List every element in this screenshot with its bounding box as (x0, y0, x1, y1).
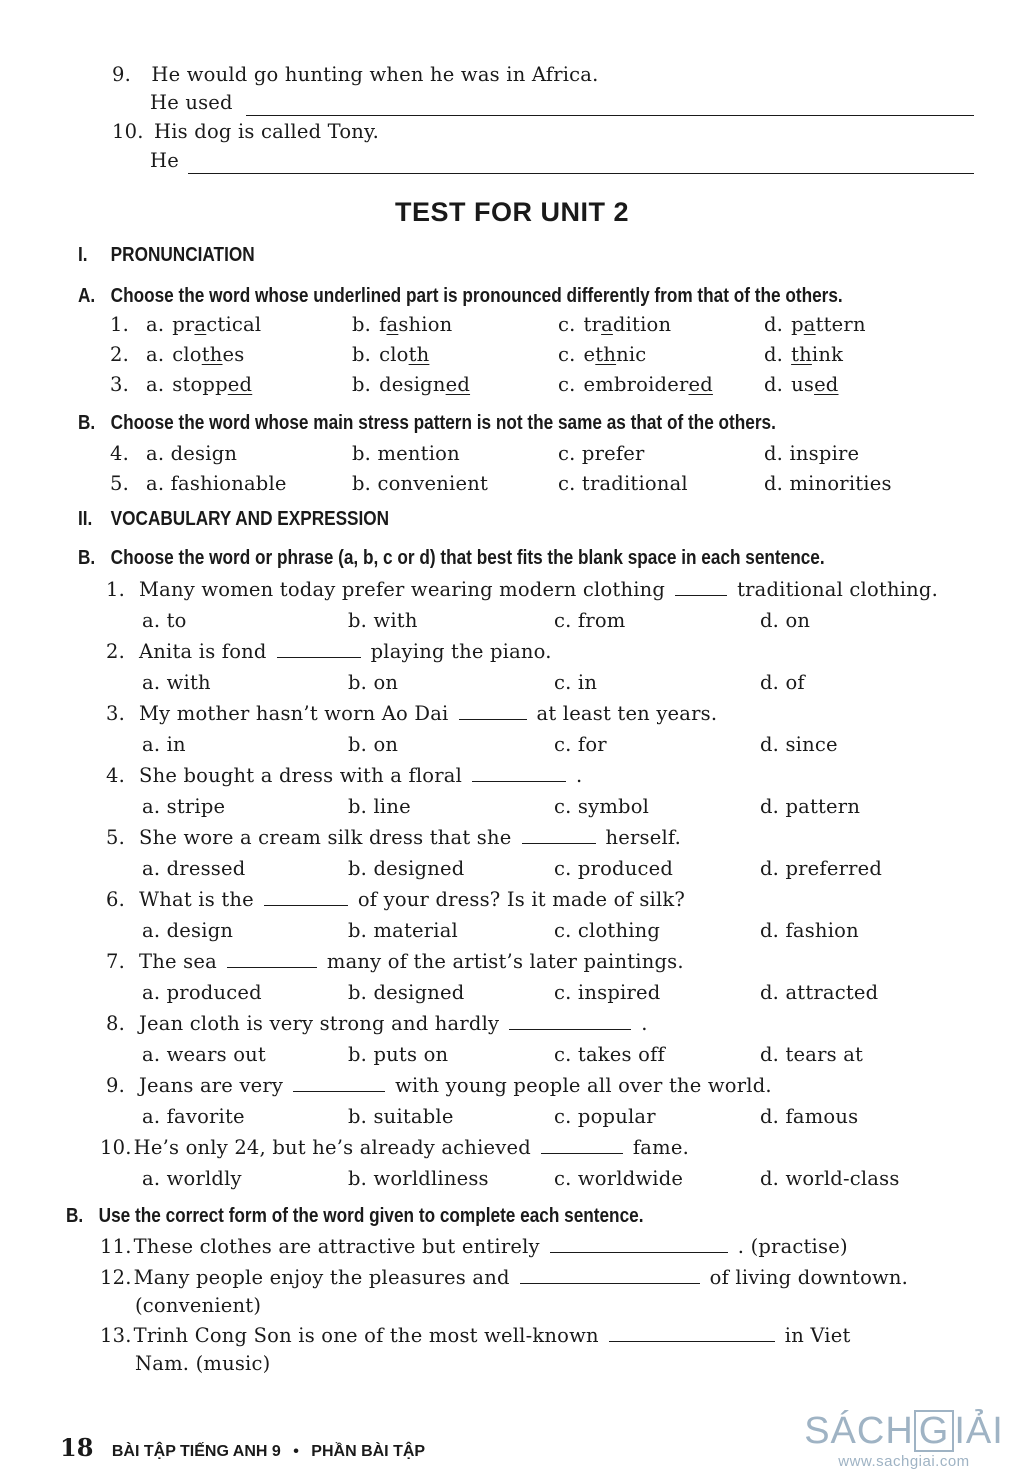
option-letter: b. (352, 373, 372, 396)
answer-option[interactable] (764, 373, 839, 396)
sentence-start: Jeans are very (139, 1074, 284, 1097)
page-footer (60, 1433, 425, 1462)
top-item-10 (112, 120, 379, 143)
option-word (584, 373, 713, 396)
underlined-part: ed (814, 373, 839, 396)
part-b3-instruction (66, 1205, 643, 1228)
sentence-end: . (641, 1012, 648, 1035)
answer-blank[interactable] (293, 1077, 385, 1092)
question-number: 9. (106, 1074, 126, 1097)
answer-option[interactable] (352, 313, 452, 336)
sentence-end: playing the piano. (370, 640, 552, 663)
answer-option[interactable]: b. designed (348, 857, 465, 880)
sentence-end: traditional clothing. (737, 578, 938, 601)
option-letter: b. (352, 313, 372, 336)
underlined-part: th (201, 343, 223, 366)
answer-option[interactable]: c. traditional (558, 472, 688, 495)
part-label: B. (66, 1205, 84, 1227)
word-part: f (379, 313, 387, 336)
question-number: 2. (110, 343, 130, 366)
word-part: ctical (206, 313, 262, 336)
underlined-part: th (408, 343, 430, 366)
answer-option[interactable]: d. attracted (760, 981, 879, 1004)
section-label: II. (78, 508, 93, 530)
underlined-part: a (194, 313, 207, 336)
answer-option[interactable]: b. mention (352, 442, 460, 465)
underlined-part: a (803, 313, 816, 336)
option-letter: a. (146, 343, 165, 366)
word-part: tr (583, 313, 602, 336)
part-label: A. (78, 285, 96, 307)
answer-option[interactable]: b. with (348, 609, 418, 632)
option-letter: c. (558, 313, 576, 336)
word-form-sentence (100, 1266, 908, 1289)
sentence-end: many of the artist’s later paintings. (326, 950, 684, 973)
answer-option[interactable] (146, 313, 261, 336)
answer-blank[interactable] (264, 891, 348, 906)
section-title: PRONUNCIATION (110, 244, 255, 266)
question-number: 4. (110, 442, 130, 465)
answer-option[interactable]: b. convenient (352, 472, 488, 495)
question-sentence (106, 640, 552, 663)
question-number: 6. (106, 888, 126, 911)
answer-option[interactable]: a. with (142, 671, 211, 694)
question-number: 5. (106, 826, 126, 849)
word-form-sentence (100, 1235, 848, 1258)
answer-blank-line[interactable] (188, 173, 974, 174)
answer-option[interactable]: b. worldliness (348, 1167, 489, 1190)
sentence-end: . (576, 764, 583, 787)
word-part: es (222, 343, 245, 366)
answer-option[interactable]: c. for (554, 733, 607, 756)
sentence-end: at least ten years. (536, 702, 718, 725)
answer-option[interactable]: c. from (554, 609, 626, 632)
word-part: ttern (815, 313, 866, 336)
sentence-end: in Viet (784, 1324, 851, 1347)
answer-option[interactable]: b. on (348, 671, 399, 694)
question-sentence (106, 702, 717, 725)
question-sentence (106, 888, 685, 911)
sentence-start: He’s only 24, but he’s already achieved (133, 1136, 531, 1159)
answer-option[interactable]: b. suitable (348, 1105, 454, 1128)
section-heading-vocabulary (78, 508, 389, 531)
question-number: 2. (106, 640, 126, 663)
answer-option[interactable]: a. dressed (142, 857, 246, 880)
option-word (172, 313, 261, 336)
question-sentence (106, 764, 582, 787)
question-number: 1. (106, 578, 126, 601)
item-number: 10. (112, 120, 144, 143)
question-number: 10. (100, 1136, 132, 1159)
footer-part: PHẦN BÀI TẬP (311, 1443, 426, 1460)
footer-bullet: • (293, 1443, 299, 1460)
option-word (172, 373, 252, 396)
part-a-instruction (78, 285, 843, 308)
word-part: us (791, 373, 815, 396)
word-part: design (379, 373, 446, 396)
word-part: ink (811, 343, 844, 366)
instruction-text: Choose the word whose underlined part is pronounced differently from that of the others. (110, 285, 843, 307)
underlined-part: th (595, 343, 617, 366)
watermark-brand-right: IẢI (954, 1410, 1004, 1452)
underlined-part: ed (688, 373, 713, 396)
page-title: TEST FOR UNIT 2 (394, 197, 629, 227)
answer-blank[interactable] (675, 581, 727, 596)
answer-option[interactable]: c. popular (554, 1105, 656, 1128)
watermark-url: www.sachgiai.com (838, 1453, 970, 1470)
answer-option[interactable]: c. clothing (554, 919, 661, 942)
word-part: shion (398, 313, 453, 336)
sentence-end: herself. (605, 826, 682, 849)
underlined-part: a (601, 313, 613, 336)
sentence-start: Many people enjoy the pleasures and (133, 1266, 510, 1289)
question-sentence (100, 1136, 689, 1159)
option-letter: d. (764, 373, 784, 396)
watermark-logo (804, 1410, 1004, 1453)
item-text: His dog is called Tony. (154, 120, 380, 143)
answer-option[interactable]: b. on (348, 733, 399, 756)
top-item-9 (112, 63, 599, 86)
option-word (172, 343, 244, 366)
answer-option[interactable] (146, 373, 252, 396)
question-sentence (106, 1074, 772, 1097)
underlined-part: ed (227, 373, 253, 396)
watermark-brand-box: G (914, 1410, 955, 1452)
part-b2-instruction (78, 547, 825, 570)
option-letter: d. (764, 343, 784, 366)
sentence-start: Jean cloth is very strong and hardly (139, 1012, 500, 1035)
underlined-part: ed (445, 373, 471, 396)
question-number: 7. (106, 950, 126, 973)
answer-option[interactable]: a. design (142, 919, 234, 942)
answer-option[interactable]: a. to (142, 609, 187, 632)
answer-option[interactable] (764, 343, 843, 366)
answer-option[interactable]: c. worldwide (554, 1167, 684, 1190)
answer-prefix: He (150, 149, 179, 172)
option-word (584, 313, 672, 336)
option-letter: d. (764, 313, 784, 336)
watermark-brand-left: SÁCH (804, 1410, 914, 1452)
sentence-start: She wore a cream silk dress that she (139, 826, 512, 849)
answer-option[interactable] (352, 343, 429, 366)
option-word (584, 343, 647, 366)
sentence-start: My mother hasn’t worn Ao Dai (139, 702, 449, 725)
answer-blank[interactable] (541, 1139, 623, 1154)
section-title: VOCABULARY AND EXPRESSION (110, 508, 390, 530)
option-letter: a. (146, 373, 165, 396)
instruction-text: Use the correct form of the word given to complete each sentence. (98, 1205, 644, 1227)
word-part: p (791, 313, 804, 336)
option-word (379, 343, 429, 366)
underlined-part: th (791, 343, 812, 366)
sentence-end: . (practise) (737, 1235, 848, 1258)
answer-option[interactable]: a. favorite (142, 1105, 245, 1128)
answer-option[interactable]: b. line (348, 795, 411, 818)
option-letter: a. (146, 313, 165, 336)
question-sentence (106, 950, 684, 973)
answer-option[interactable]: a. wears out (142, 1043, 266, 1066)
section-heading-pronunciation (78, 244, 255, 267)
sentence-end: of living downtown. (709, 1266, 909, 1289)
answer-blank-line[interactable] (246, 115, 974, 116)
question-sentence (106, 1012, 648, 1035)
answer-option[interactable]: c. takes off (554, 1043, 665, 1066)
watermark (804, 1410, 1004, 1470)
answer-option[interactable]: d. famous (760, 1105, 859, 1128)
instruction-text: Choose the word whose main stress pattern is not the same as that of the others. (110, 412, 776, 434)
answer-prefix: He used (150, 91, 233, 114)
word-part: stopp (172, 373, 228, 396)
question-number: 8. (106, 1012, 126, 1035)
answer-option[interactable]: d. minorities (764, 472, 892, 495)
answer-blank[interactable] (550, 1238, 728, 1253)
instruction-text: Choose the word or phrase (a, b, c or d) that best fits the blank space in each sentence. (110, 547, 825, 569)
section-label: I. (78, 244, 88, 266)
answer-option[interactable]: a. produced (142, 981, 262, 1004)
book-title: BÀI TẬP TIẾNG ANH 9 (111, 1443, 281, 1460)
sentence-end: fame. (632, 1136, 689, 1159)
underlined-part: a (386, 313, 399, 336)
sentence-start: Anita is fond (139, 640, 267, 663)
sentence-continuation: (convenient) (135, 1294, 262, 1317)
answer-blank[interactable] (609, 1327, 775, 1342)
answer-blank[interactable] (522, 829, 596, 844)
sentence-end: of your dress? Is it made of silk? (357, 888, 686, 911)
word-part: clo (172, 343, 202, 366)
answer-option[interactable]: c. prefer (558, 442, 645, 465)
question-sentence (106, 578, 938, 601)
word-part: pr (172, 313, 195, 336)
question-number: 11. (100, 1235, 132, 1258)
question-number: 4. (106, 764, 126, 787)
answer-blank[interactable] (472, 767, 566, 782)
answer-option[interactable] (558, 373, 713, 396)
part-b-instruction (78, 412, 776, 435)
answer-option[interactable]: b. material (348, 919, 458, 942)
question-sentence (106, 826, 681, 849)
answer-option[interactable] (764, 313, 866, 336)
sentence-continuation: Nam. (music) (135, 1352, 271, 1375)
answer-option[interactable]: b. puts on (348, 1043, 449, 1066)
answer-option[interactable]: d. pattern (760, 795, 861, 818)
answer-option[interactable]: a. stripe (142, 795, 226, 818)
sentence-start: These clothes are attractive but entirely (133, 1235, 540, 1258)
answer-option[interactable]: a. worldly (142, 1167, 242, 1190)
answer-option[interactable]: d. since (760, 733, 838, 756)
answer-option[interactable] (558, 313, 671, 336)
answer-option[interactable] (558, 343, 646, 366)
answer-blank[interactable] (459, 705, 527, 720)
question-number: 5. (110, 472, 130, 495)
option-word (791, 313, 866, 336)
word-part: embroider (583, 373, 689, 396)
sentence-start: Trinh Cong Son is one of the most well-known (133, 1324, 599, 1347)
sentence-start: She bought a dress with a floral (139, 764, 463, 787)
item-text: He would go hunting when he was in Africa. (151, 63, 599, 86)
word-part: nic (616, 343, 647, 366)
word-form-sentence (100, 1324, 851, 1347)
sentence-end: with young people all over the world. (395, 1074, 772, 1097)
question-number: 12. (100, 1266, 132, 1289)
answer-option[interactable]: a. fashionable (146, 472, 287, 495)
answer-option[interactable]: c. symbol (554, 795, 650, 818)
answer-option[interactable]: c. in (554, 671, 598, 694)
sentence-start: Many women today prefer wearing modern clothing (139, 578, 666, 601)
option-letter: c. (558, 343, 576, 366)
answer-blank[interactable] (520, 1269, 700, 1284)
question-number: 1. (110, 313, 130, 336)
answer-option[interactable]: c. inspired (554, 981, 661, 1004)
answer-option[interactable]: b. designed (348, 981, 465, 1004)
answer-option[interactable]: d. inspire (764, 442, 860, 465)
part-label: B. (78, 547, 96, 569)
answer-blank[interactable] (277, 643, 361, 658)
answer-option[interactable]: d. of (760, 671, 805, 694)
answer-option[interactable] (146, 343, 244, 366)
answer-option[interactable]: d. on (760, 609, 811, 632)
answer-option[interactable]: a. design (146, 442, 238, 465)
sentence-start: What is the (139, 888, 254, 911)
option-word (379, 373, 470, 396)
word-part: clo (379, 343, 409, 366)
answer-blank[interactable] (227, 953, 317, 968)
option-letter: c. (558, 373, 576, 396)
word-part: e (583, 343, 596, 366)
answer-option[interactable] (352, 373, 470, 396)
page-number: 18 (60, 1433, 94, 1462)
option-word (791, 343, 843, 366)
question-number: 3. (110, 373, 130, 396)
answer-blank[interactable] (509, 1015, 631, 1030)
answer-option[interactable]: c. produced (554, 857, 674, 880)
option-word (379, 313, 452, 336)
option-word (791, 373, 838, 396)
question-number: 3. (106, 702, 126, 725)
answer-option[interactable]: d. fashion (760, 919, 859, 942)
answer-option[interactable]: d. world-class (760, 1167, 900, 1190)
answer-option[interactable]: d. preferred (760, 857, 883, 880)
answer-option[interactable]: a. in (142, 733, 186, 756)
part-label: B. (78, 412, 96, 434)
option-letter: b. (352, 343, 372, 366)
sentence-start: The sea (139, 950, 217, 973)
item-number: 9. (112, 63, 132, 86)
question-number: 13. (100, 1324, 132, 1347)
word-part: dition (612, 313, 672, 336)
answer-option[interactable]: d. tears at (760, 1043, 864, 1066)
